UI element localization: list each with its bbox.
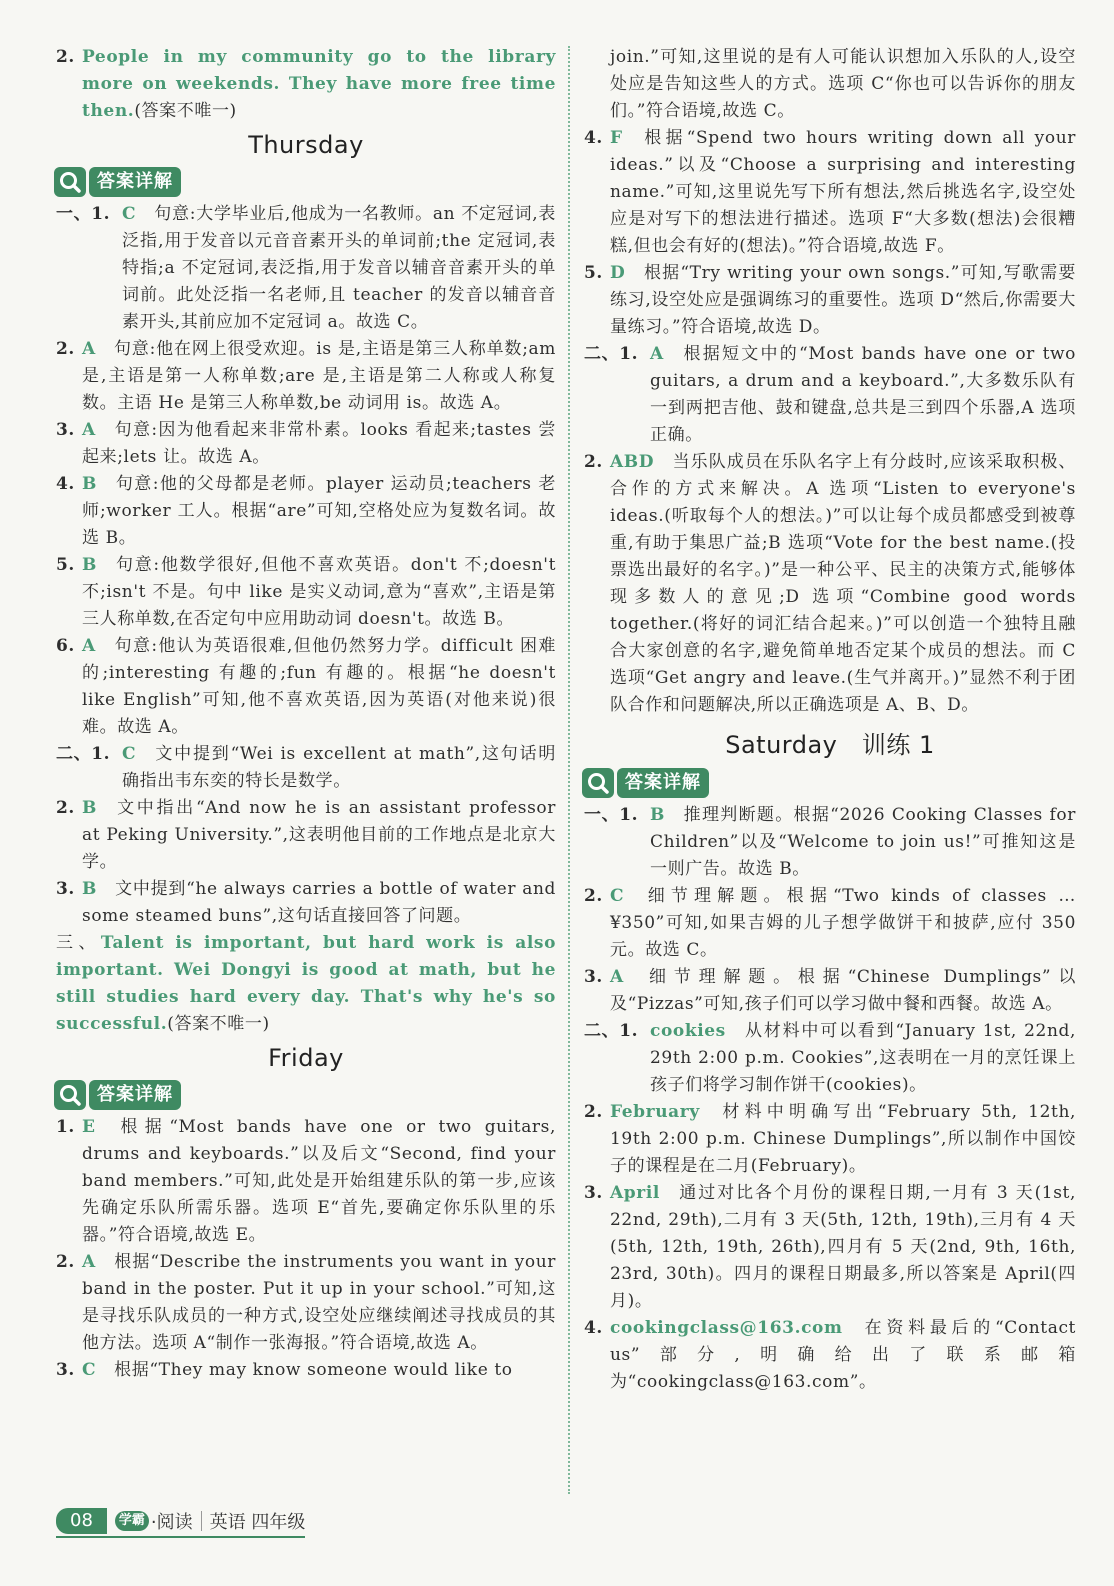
thursday-item: 3. A 句意:因为他看起来非常朴素。looks 看起来;tastes 尝起来;lets 让。故选 A。 — [56, 420, 556, 467]
answer-explanation-badge: 答案详解 — [54, 167, 556, 197]
thursday-item: 2. B 文中指出“And now he is an assistant professor at Peking University.”,这表明他目前的工作地点是北京大学。 — [56, 798, 556, 872]
right-column — [584, 44, 1076, 1396]
saturday-item: 2. C 细节理解题。根据“Two kinds of classes … ¥350”可知,如果吉姆的儿子想学做饼干和披萨,应付 350 元。故选 C。 — [584, 886, 1076, 960]
friday-item: 1. E 根据“Most bands have one or two guitars, drums and keyboards.”以及后文“Second, find your band members.”可知,此处是开始组建乐队的第一步,应该先确定乐队所需乐器。选项 E“首先,要确定你乐队里的乐器。”符合语境,故选 E。 — [56, 1117, 556, 1245]
friday-item: 4. F 根据“Spend two hours writing down all your ideas.”以及“Choose a surprising and interesting name.”可知,这里说先写下所有想法,然后挑选名字,设空处应是对写下的想法进行描述。选项 F“大多数(想法)会很糟糕,但也会有好的(想法)。”符合语境,故选 F。 — [584, 128, 1076, 256]
search-icon — [54, 1080, 86, 1110]
answer-explanation-badge: 答案详解 — [582, 768, 1076, 798]
saturday-item: 3. April 通过对比各个月份的课程日期,一月有 3 天(1st, 22nd, 29th),二月有 3 天(5th, 12th, 19th),三月有 4 天(5th, 12th, 19th, 26th),四月有 5 天(2nd, 9th, 16th, 23rd, 30th)。四月的课程日期最多,所以答案是 April(四月)。 — [584, 1183, 1076, 1311]
thursday-section3: 三、Talent is important, but hard work is also important. Wei Dongyi is good at math, but he still studies hard every day. That's why he's so successful.(答案不唯一) — [56, 933, 557, 1034]
intro-answer: 2. People in my community go to the library more on weekends. They have more free time then.(答案不唯一) — [56, 47, 556, 121]
thursday-item: 5. B 句意:他数学很好,但他不喜欢英语。don't 不;doesn't 不;isn't 不是。句中 like 是实义动词,意为“喜欢”,主语是第三人称单数,在否定句中应用助动词 doesn't。故选 B。 — [56, 555, 556, 629]
search-icon — [54, 167, 86, 197]
footer-separator — [201, 1511, 202, 1531]
saturday-item: 一、1. B 推理判断题。根据“2026 Cooking Classes for Children”以及“Welcome to join us!”可推知这是一则广告。故选 B。 — [584, 805, 1076, 879]
page-footer — [56, 1508, 305, 1538]
saturday-item: 4. cookingclass@163.com 在资料最后的“Contact us”部分,明确给出了联系邮箱为“cookingclass@163.com”。 — [584, 1318, 1076, 1392]
section-title-friday: Friday — [268, 1044, 344, 1072]
thursday-item: 2. A 句意:他在网上很受欢迎。is 是,主语是第三人称单数;am 是,主语是第一人称单数;are 是,主语是第二人称或人称复数。主语 He 是第三人称单数,be 动词用 is。故选 A。 — [56, 339, 556, 413]
friday-item: 2. A 根据“Describe the instruments you want in your band in the poster. Put it up in your school.”可知,这是寻找乐队成员的一种方式,设空处应继续阐述寻找成员的其他方法。选项 A“制作一张海报。”符合语境,故选 A。 — [56, 1252, 556, 1353]
thursday-item: 3. B 文中提到“he always carries a bottle of water and some steamed buns”,这句话直接回答了问题。 — [56, 879, 556, 926]
page-number: 08 — [56, 1508, 107, 1534]
search-icon — [582, 768, 614, 798]
friday-item: 二、1. A 根据短文中的“Most bands have one or two guitars, a drum and a keyboard.”,大多数乐队有一到两把吉他、鼓和键盘,总共是三到四个乐器,A 选项正确。 — [584, 344, 1076, 445]
saturday-item: 二、1. cookies 从材料中可以看到“January 1st, 22nd, 29th 2:00 p.m. Cookies”,这表明在一月的烹饪课上孩子们将学习制作饼干(cookies)。 — [584, 1021, 1076, 1095]
saturday-item: 3. A 细节理解题。根据“Chinese Dumplings”以及“Pizzas”可知,孩子们可以学习做中餐和西餐。故选 A。 — [584, 967, 1076, 1014]
friday-item: 3. C 根据“They may know someone would like to — [56, 1360, 513, 1380]
answer-explanation-badge: 答案详解 — [54, 1080, 556, 1110]
thursday-item: 4. B 句意:他的父母都是老师。player 运动员;teachers 老师;worker 工人。根据“are”可知,空格处应为复数名词。故选 B。 — [56, 474, 556, 548]
subject-grade: 英语 四年级 — [209, 1512, 306, 1533]
friday-item: 5. D 根据“Try writing your own songs.”可知,写歌需要练习,设空处应是强调练习的重要性。选项 D“然后,你需要大量练习。”符合语境,故选 D。 — [584, 263, 1076, 337]
section-title-saturday: Saturday 训练 1 — [725, 731, 935, 759]
friday-item: 2. ABD 当乐队成员在乐队名字上有分歧时,应该采取积极、合作的方式来解决。A 选项“Listen to everyone's ideas.(听取每个人的想法。)”可以让每个成员都感受到被尊重,有助于集思广益;B 选项“Vote for the best name.(投票选出最好的名字。)”是一种公平、民主的决策方式,能够体现多数人的意见;D 选项“Combine good words together.(将好的词汇结合起来。)”可以创造一个独特且融合大家创意的名字,避免简单地否定某个成员的想法。而 C 选项“Get angry and leave.(生气并离开。)”显然不利于团队合作和问题解决,所以正确选项是 A、B、D。 — [584, 452, 1076, 715]
thursday-item: 一、1. C 句意:大学毕业后,他成为一名教师。an 不定冠词,表泛指,用于发音以元音音素开头的单词前;the 定冠词,表特指;a 不定冠词,表泛指,用于发音以辅音音素开头的单词前。此处泛指一名老师,且 teacher 的发音以辅音音素开头,其前应加不定冠词 a。故选 C。 — [56, 204, 556, 332]
series-name: ·阅读 — [150, 1512, 193, 1533]
friday-item-continued: join.”可知,这里说的是有人可能认识想加入乐队的人,设空处应是告知这些人的方式。选项 C“你也可以告诉你的朋友们。”符合语境,故选 C。 — [610, 47, 1076, 121]
thursday-item: 6. A 句意:他认为英语很难,但他仍然努力学。difficult 困难的;interesting 有趣的;fun 有趣的。根据“he doesn't like English”可知,他不喜欢英语,因为英语(对他来说)很难。故选 A。 — [56, 636, 556, 737]
column-divider — [568, 46, 570, 1494]
saturday-item: 2. February 材料中明确写出“February 5th, 12th, 19th 2:00 p.m. Chinese Dumplings”,所以制作中国饺子的课程是在二月(February)。 — [584, 1102, 1076, 1176]
brand-logo: 学霸 — [115, 1511, 149, 1531]
left-column — [56, 44, 556, 1384]
thursday-item: 二、1. C 文中提到“Wei is excellent at math”,这句话明确指出韦东奕的特长是数学。 — [56, 744, 556, 791]
section-title-thursday: Thursday — [248, 131, 364, 159]
